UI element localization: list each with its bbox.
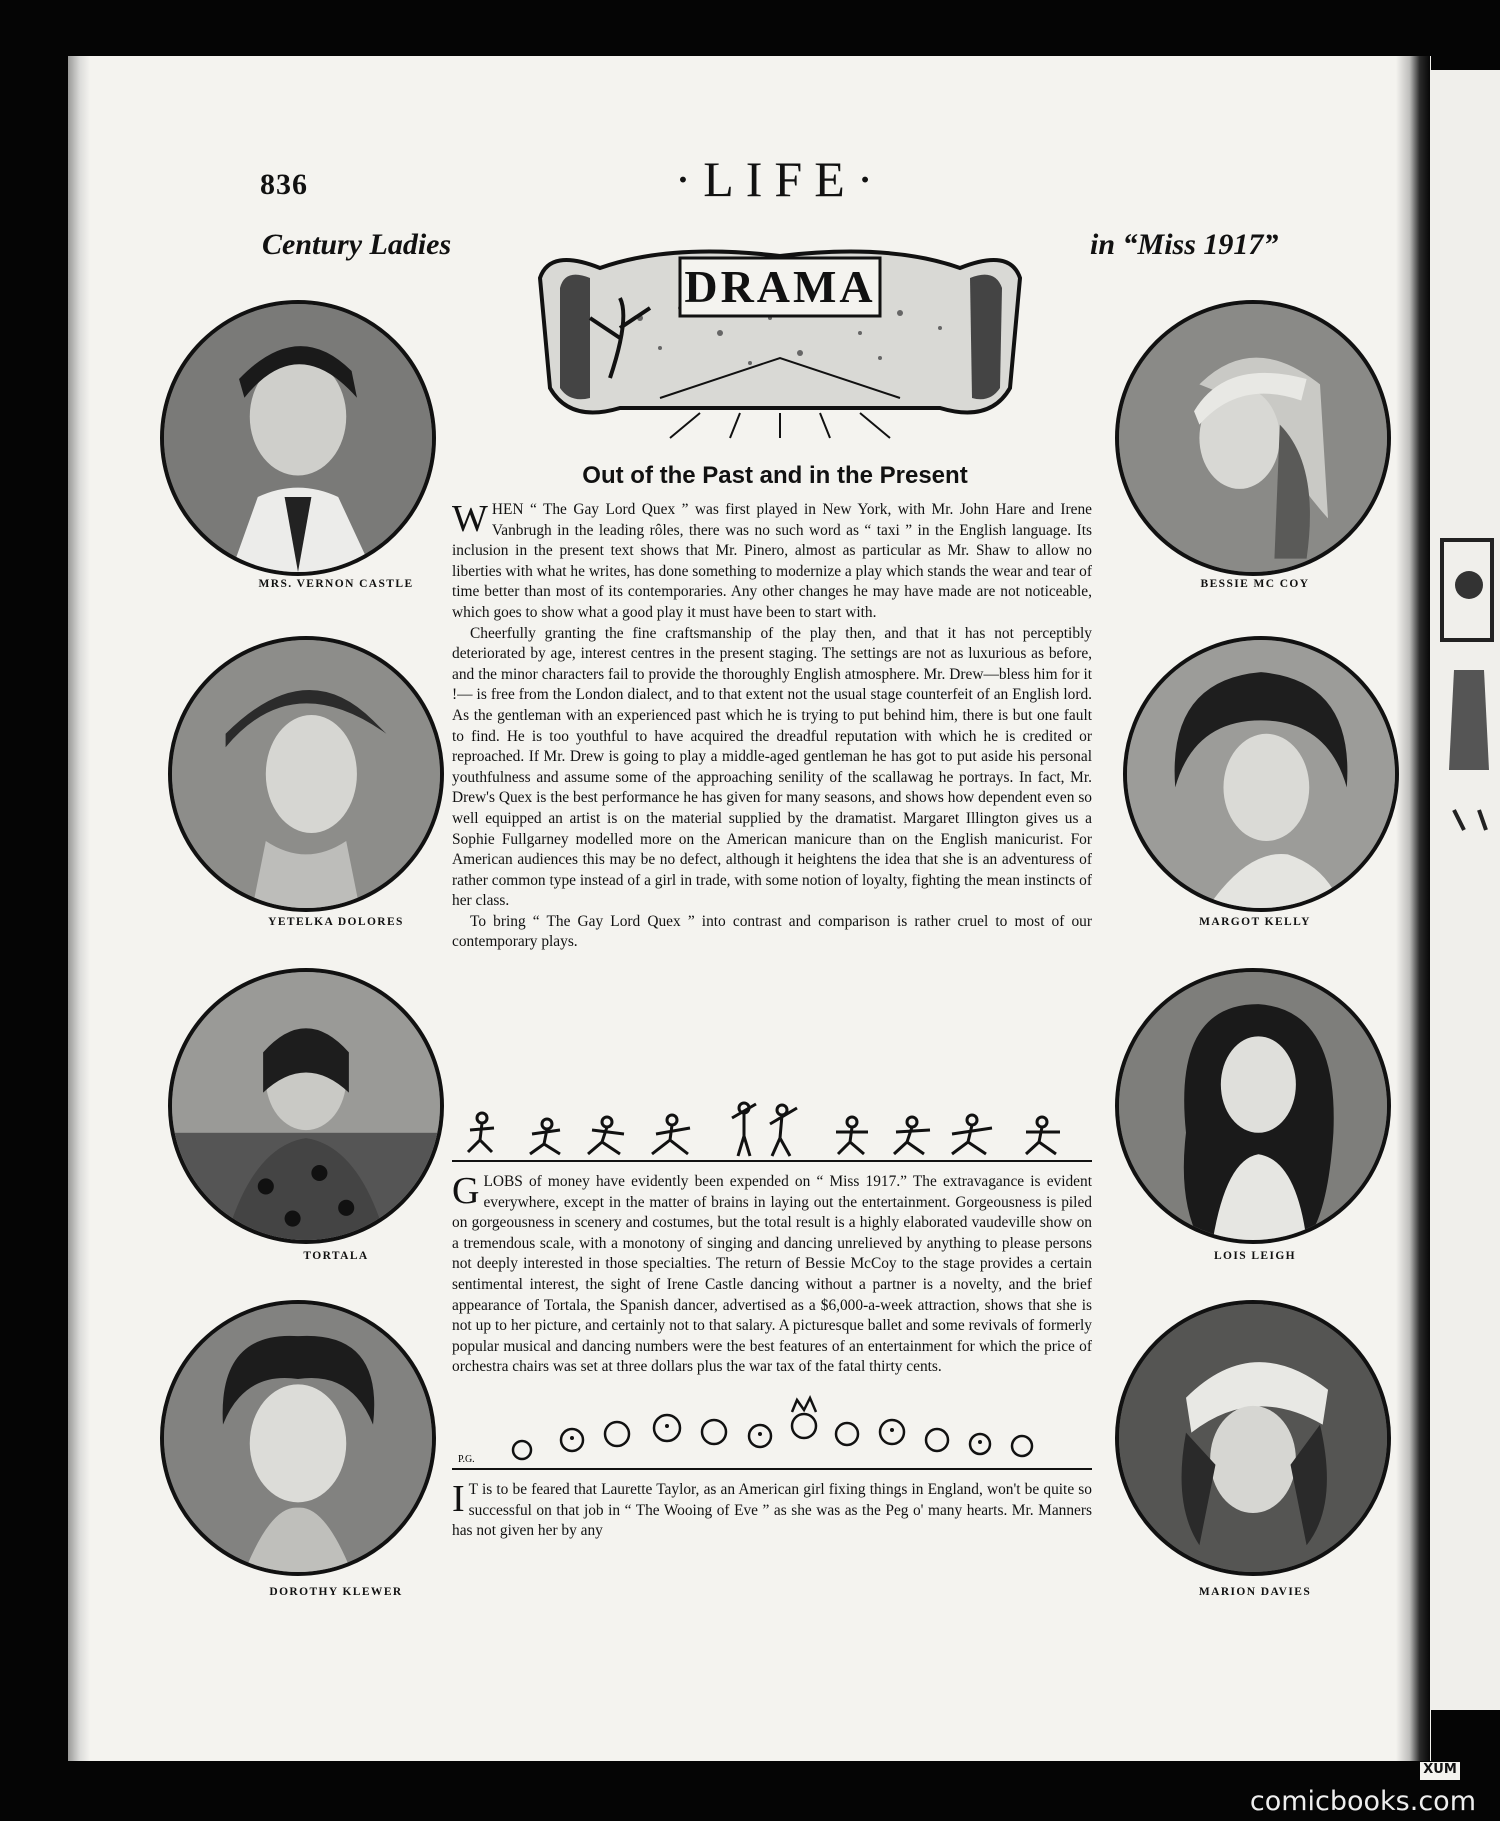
portrait-bessie-mccoy	[1115, 300, 1391, 576]
facing-page-edge	[1424, 70, 1500, 1710]
binding-gutter	[1396, 56, 1430, 1761]
drop-cap-g: G	[452, 1170, 480, 1212]
site-watermark: comicbooks.com	[1249, 1786, 1476, 1817]
portrait-lois-leigh	[1115, 968, 1391, 1244]
caption-left-2: YETELKA DOLORES	[268, 916, 404, 928]
caption-right-1: BESSIE MC COY	[1200, 578, 1310, 590]
article-section-quex	[452, 500, 1092, 953]
masthead: ·LIFE·	[674, 151, 886, 207]
illustrator-initials: P.G.	[458, 1454, 475, 1465]
drama-banner-illustration	[520, 238, 1040, 444]
caricature-heads-vignette	[452, 1392, 1092, 1468]
portrait-yetelka-dolores	[168, 636, 444, 912]
portrait-dorothy-klewer	[160, 1300, 436, 1576]
paragraph-1: WHEN “ The Gay Lord Quex ” was first played in New York, with Mr. John Hare and Irene Vanbrugh in the leading rôles, there was no such word as “ taxi ” in the English language. Its inclusion in the present text shows that Mr. Pinero, almost as particular as Mr. Shaw to allow no liberties with what he writes, has done something to modernize a play which stands the wear and tear of time better than most of its contemporaries. Any other changes he may have made are not noticeable, which goes to show what a good play it must have been to start with.	[452, 498, 1092, 621]
page-number: 836	[260, 168, 308, 201]
caption-right-4: MARION DAVIES	[1198, 1586, 1312, 1598]
divider-rule-1	[452, 1160, 1092, 1162]
caption-left-3: TORTALA	[303, 1250, 369, 1262]
caption-right-2: MARGOT KELLY	[1199, 916, 1311, 928]
paragraph-5: I T is to be feared that Laurette Taylor, as an American girl fixing things in England, won't be quite so successful on that job in “ The Wooing of Eve ” as she was as the Peg o' many hearts. Mr. Manners has not given her by any	[452, 1478, 1092, 1540]
subtitle-right: in “Miss 1917”	[1090, 228, 1279, 261]
subtitle-left: Century Ladies	[262, 228, 452, 261]
caption-left-4: DOROTHY KLEWER	[269, 1586, 403, 1598]
portrait-margot-kelly	[1123, 636, 1399, 912]
article-section-laurette-taylor	[452, 1480, 1092, 1542]
portrait-tortala	[168, 968, 444, 1244]
banner-word: DRAMA	[684, 261, 876, 312]
portrait-mrs-vernon-castle	[160, 300, 436, 576]
caption-right-3: LOIS LEIGH	[1213, 1250, 1297, 1262]
drop-cap-i: I	[452, 1478, 465, 1520]
watermark-tag: XUM	[1420, 1762, 1460, 1780]
divider-rule-2	[452, 1468, 1092, 1470]
portrait-marion-davies	[1115, 1300, 1391, 1576]
drop-cap-w: W	[452, 498, 488, 540]
paragraph-4: GLOBS of money have evidently been expended on “ Miss 1917.” The extravagance is evident everywhere, except in the matter of brains in laying out the entertainment. Gorgeousness is piled on gorgeousness in scenery and costumes, but the total result is a highly elaborated vaudeville show on a tremendous scale, with a monotony of singing and dancing unrelieved by anything to please persons not deeply interested in those specialties. The return of Bessie McCoy to the stage provides a certain sentimental interest, the sight of Irene Castle dancing without a partner is a novelty, and the brief appearance of Tortala, the Spanish dancer, advertised as a $6,000-a-week attraction, shows that she is not up to her picture, and certainly not to that salary. A picturesque ballet and some revivals of formerly popular musical and dancing numbers were the best features of an entertainment for which the price of orchestra chairs was set at three dollars plus the war tax of the fatal thirty cents.	[452, 1170, 1092, 1376]
article-title: Out of the Past and in the Present	[582, 462, 968, 489]
dancers-vignette	[452, 1098, 1092, 1162]
paragraph-3: To bring “ The Gay Lord Quex ” into contrast and comparison is rather cruel to most of our contemporary plays.	[452, 912, 1092, 951]
article-section-miss-1917	[452, 1172, 1092, 1378]
paragraph-2: Cheerfully granting the fine craftsmanship of the play then, and that it has not perceptibly deteriorated by age, interest centres in the present staging. The settings are not as luxurious as before, and the minor characters fail to provide the thoroughly English atmosphere. Mr. Drew—bless him for it !— is free from the London dialect, and to that extent not the usual stage counterfeit of an English lord. As the gentleman with an experienced past which he is trying to put behind him, there is but one fault to find. He is too youthful to have acquired the dreadful reputation with which he is credited or reproached. If Mr. Drew is going to play a middle-aged gentleman he has got to put aside his personal youthfulness and assume some of the approaching senility of the scallawag he portrays. In fact, Mr. Drew's Quex is the best performance he has given for many seasons, and shows how dependent even so well equipped an artist is on the material supplied by the dramatist. Margaret Illington gives us a Sophie Fullgarney modelled more on the American manicure than on the English manicurist. For American audiences this may be no defect, although it heightens the idea that she is an adventuress of rather common type instead of a girl in trade, with some notion of loyalty, fighting the mean instincts of her class.	[452, 624, 1092, 910]
page-fold-shadow	[68, 56, 90, 1761]
caption-left-1: MRS. VERNON CASTLE	[258, 578, 414, 590]
